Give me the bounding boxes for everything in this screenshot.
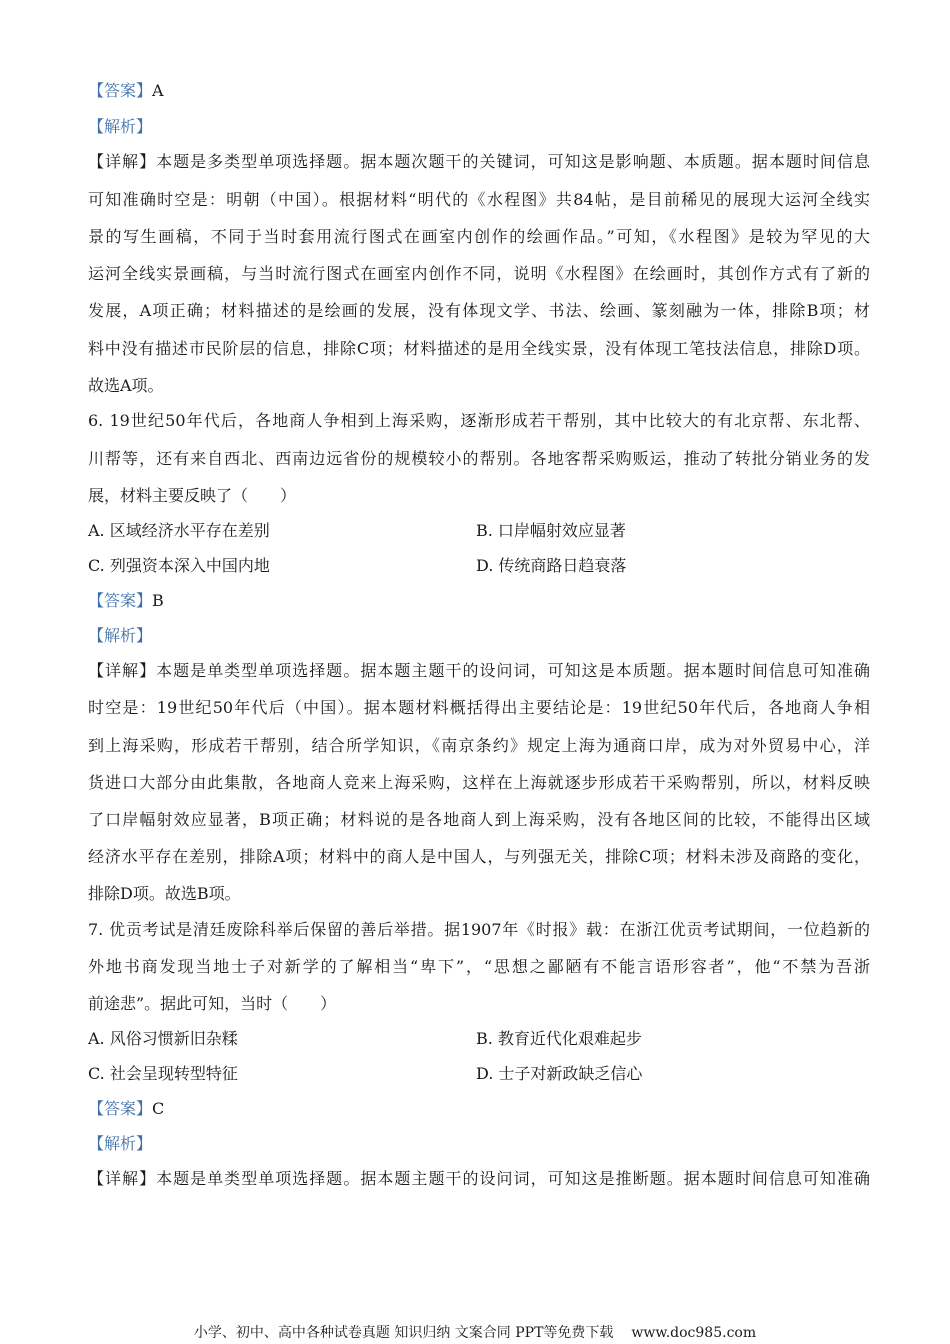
q7-stem-line-3: 前途悲”。据此可知，当时（ ） [88, 994, 337, 1013]
q7-option-d: D. 士子对新政缺乏信心 [476, 1064, 643, 1083]
q6-detail-line-3: 到上海采购，形成若干帮别，结合所学知识，《南京条约》规定上海为通商口岸，成为对外贸易中心，洋 [88, 736, 870, 755]
q5-analysis-tag: 【解析】 [88, 117, 153, 136]
answer-tag: 【答案】 [88, 591, 153, 610]
q6-detail-line-7: 排除D项。故选B项。 [88, 884, 241, 903]
q6-answer-line [88, 591, 164, 611]
q6-stem-line-2: 川帮等，还有来自西北、西南边远省份的规模较小的帮别。各地客帮采购贩运，推动了转批分销业务的发 [88, 449, 870, 468]
q5-detail-line-5: 发展，A项正确；材料描述的是绘画的发展，没有体现文学、书法、绘画、篆刻融为一体，排除B项；材 [88, 301, 870, 320]
q6-detail-line-5: 了口岸幅射效应显著，B项正确；材料说的是各地商人到上海采购，没有各地区间的比较，不能得出区域 [88, 810, 870, 829]
q7-option-c: C. 社会呈现转型特征 [88, 1064, 238, 1083]
q7-stem-line-1: 7. 优贡考试是清廷废除科举后保留的善后举措。据1907年《时报》载：在浙江优贡考试期间，一位趋新的 [88, 920, 870, 939]
q6-detail-line-2: 时空是：19世纪50年代后（中国）。据本题材料概括得出主要结论是：19世纪50年代后，各地商人争相 [88, 698, 870, 717]
q5-detail-line-4: 运河全线实景画稿，与当时流行图式在画室内创作不同，说明《水程图》在绘画时，其创作方式有了新的 [88, 264, 870, 283]
q6-stem-line-1: 6. 19世纪50年代后，各地商人争相到上海采购，逐渐形成若干帮别，其中比较大的有北京帮、东北帮、 [88, 411, 870, 430]
q5-detail-line-2: 可知准确时空是：明朝（中国）。根据材料“明代的《水程图》共84帖，是目前稀见的展现大运河全线实 [88, 190, 870, 209]
q6-detail-line-1: 【详解】本题是单类型单项选择题。据本题主题干的设问词，可知这是本质题。据本题时间信息可知准确 [88, 661, 870, 680]
q7-answer-line [88, 1099, 164, 1119]
detail-tag: 【详解】 [88, 661, 157, 680]
detail-tag: 【详解】 [88, 1169, 157, 1188]
q6-option-c: C. 列强资本深入中国内地 [88, 556, 270, 575]
q5-detail-line-1: 【详解】本题是多类型单项选择题。据本题次题干的关键词，可知这是影响题、本质题。据本题时间信息 [88, 152, 870, 171]
q7-option-b: B. 教育近代化艰难起步 [476, 1029, 642, 1048]
footer-text: 小学、初中、高中各种试卷真题 知识归纳 文案合同 PPT等免费下载 [193, 1325, 614, 1341]
q5-answer-line [88, 81, 164, 101]
q6-option-d: D. 传统商路日趋衰落 [476, 556, 627, 575]
q5-answer: A [152, 81, 164, 100]
q6-detail-line-6: 经济水平存在差别，排除A项；材料中的商人是中国人，与列强无关，排除C项；材料未涉及商路的变化， [88, 847, 870, 866]
footer-site-link[interactable]: www.doc985.com [631, 1325, 757, 1341]
detail-tag: 【详解】 [88, 152, 157, 171]
q6-answer: B [152, 591, 164, 610]
q7-answer: C [152, 1099, 165, 1118]
q6-stem-line-3: 展，材料主要反映了（ ） [88, 486, 297, 505]
q7-stem-line-2: 外地书商发现当地士子对新学的了解相当“卑下”，“思想之鄙陋有不能言语形容者”，他“不禁为吾浙 [88, 957, 870, 976]
answer-tag: 【答案】 [88, 1099, 153, 1118]
q5-detail-line-3: 景的写生画稿，不同于当时套用流行图式在画室内创作的绘画作品。”可知，《水程图》是较为罕见的大 [88, 227, 870, 246]
q6-analysis-tag: 【解析】 [88, 626, 153, 645]
q6-detail-line-4: 货进口大部分由此集散，各地商人竞来上海采购，这样在上海就逐步形成若干采购帮别，所以，材料反映 [88, 773, 870, 792]
answer-tag: 【答案】 [88, 81, 153, 100]
q7-detail-line-1: 【详解】本题是单类型单项选择题。据本题主题干的设问词，可知这是推断题。据本题时间信息可知准确 [88, 1169, 870, 1188]
q7-option-a: A. 风俗习惯新旧杂糅 [88, 1029, 238, 1048]
q6-option-a: A. 区域经济水平存在差别 [88, 521, 270, 540]
q7-analysis-tag: 【解析】 [88, 1134, 153, 1153]
q5-detail-line-7: 故选A项。 [88, 376, 164, 395]
page-footer [0, 1324, 950, 1342]
q6-option-b: B. 口岸幅射效应显著 [476, 521, 626, 540]
q5-detail-line-6: 料中没有描述市民阶层的信息，排除C项；材料描述的是用全线实景，没有体现工笔技法信息，排除D项。 [88, 339, 870, 358]
